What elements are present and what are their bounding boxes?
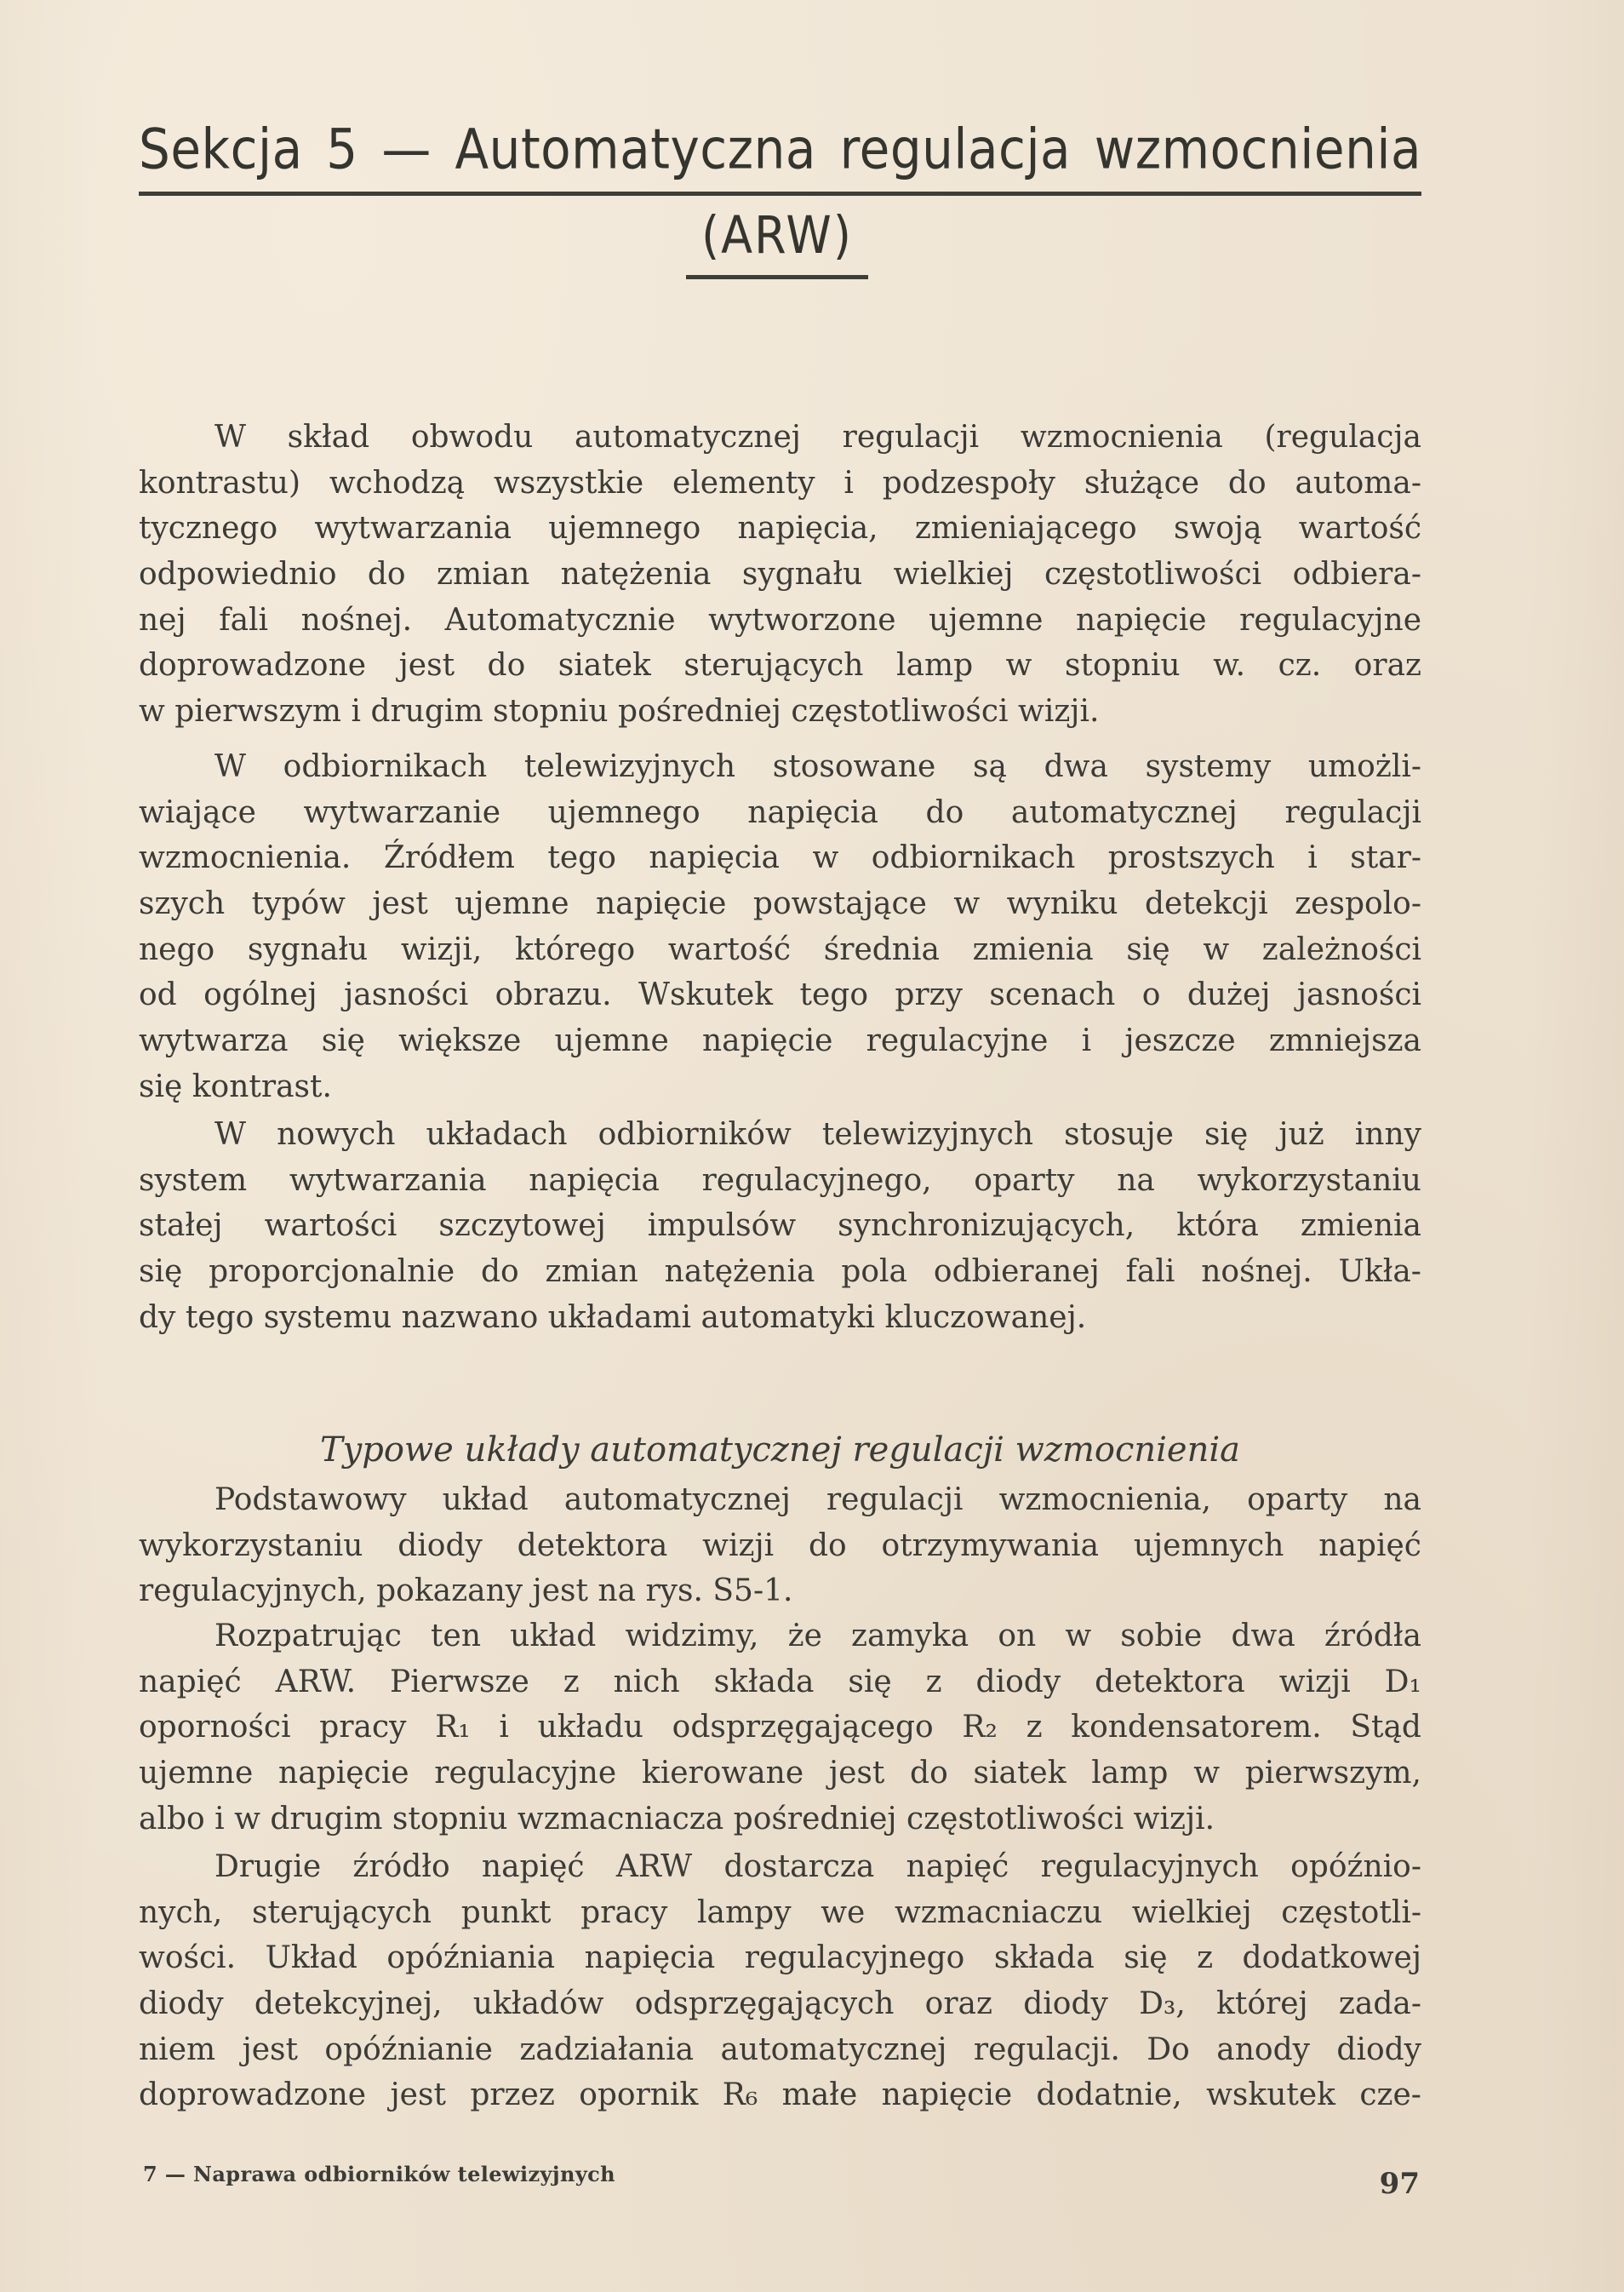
page-number: 97 xyxy=(1379,2167,1420,2201)
text-line xyxy=(139,598,1421,644)
text-line xyxy=(139,1705,1421,1751)
text-line xyxy=(139,1613,1421,1659)
text-line-content: system wytwarzania napięcia regulacyjnego, oparty na wykorzystaniu xyxy=(139,1162,1421,1198)
text-line xyxy=(139,643,1421,689)
text-line-content: odpowiednio do zmian natężenia sygnału wielkiej częstotliwości odbiera- xyxy=(139,557,1421,593)
text-line xyxy=(139,506,1421,552)
text-line xyxy=(139,1659,1421,1705)
text-line xyxy=(139,1018,1421,1064)
text-line-content: szych typów jest ujemne napięcie powstające w wyniku detekcji zespolo- xyxy=(139,886,1422,922)
section-title-text: Sekcja 5 — Automatyczna regulacja wzmocnienia xyxy=(139,116,1421,182)
text-line xyxy=(139,1568,1421,1614)
text-line-content: oporności pracy R₁ i układu odsprzęgającego R₂ z kondensatorem. Stąd xyxy=(139,1710,1421,1745)
paragraph-6 xyxy=(139,1844,1421,2118)
text-line-content: wytwarza się większe ujemne napięcie regulacyjne i jeszcze zmniejsza xyxy=(139,1023,1422,1059)
text-line-content: od ogólnej jasności obrazu. Wskutek tego przy scenach o dużej jasności xyxy=(139,977,1422,1013)
text-line xyxy=(139,552,1421,598)
text-line-content: się proporcjonalnie do zmian natężenia pola odbieranej fali nośnej. Ukła- xyxy=(139,1254,1421,1290)
text-line xyxy=(139,1523,1421,1569)
text-line xyxy=(139,972,1421,1018)
text-line-content: W odbiornikach telewizyjnych stosowane są dwa systemy umożli- xyxy=(214,749,1422,784)
paragraph-4 xyxy=(139,1477,1421,1614)
text-line xyxy=(139,1064,1421,1110)
text-line-content: doprowadzone jest przez opornik R₆ małe napięcie dodatnie, wskutek cze- xyxy=(139,2077,1421,2113)
paragraph-5 xyxy=(139,1613,1421,1842)
text-line-content: ujemne napięcie regulacyjne kierowane jest do siatek lamp w pierwszym, xyxy=(139,1756,1422,1791)
text-line-content: niem jest opóźnianie zadziałania automatycznej regulacji. Do anody diody xyxy=(139,2031,1422,2067)
text-line xyxy=(139,881,1421,927)
subsection-heading: Typowe układy automatycznej regulacji wzmocnienia xyxy=(319,1430,1241,1470)
text-line-content: W skład obwodu automatycznej regulacji wzmocnienia (regulacja xyxy=(214,420,1422,455)
text-line-content: nych, sterujących punkt pracy lampy we wzmacniaczu wielkiej częstotli- xyxy=(139,1894,1422,1930)
text-line-content: doprowadzone jest do siatek sterujących lamp w stopniu w. cz. oraz xyxy=(139,648,1421,684)
text-line-content: w pierwszym i drugim stopniu pośredniej częstotliwości wizji. xyxy=(139,694,1100,730)
text-line xyxy=(139,1796,1421,1842)
text-line-content: albo i w drugim stopniu wzmacniacza pośredniej częstotliwości wizji. xyxy=(139,1801,1215,1836)
text-line-content: diody detekcyjnej, układów odsprzęgających oraz diody D₃, której zada- xyxy=(139,1986,1422,2022)
paragraph-1 xyxy=(139,415,1421,735)
text-line xyxy=(139,689,1421,735)
text-line-content: nego sygnału wizji, którego wartość średnia zmienia się w zależności xyxy=(139,931,1422,967)
text-line xyxy=(139,835,1421,881)
text-line-content: wości. Układ opóźniania napięcia regulacyjnego składa się z dodatkowej xyxy=(139,1940,1422,1976)
text-line xyxy=(139,1751,1421,1796)
text-line-content: tycznego wytwarzania ujemnego napięcia, zmieniającego swoją wartość xyxy=(139,511,1422,547)
paragraph-2 xyxy=(139,744,1421,1110)
text-line-content: regulacyjnych, pokazany jest na rys. S5-1. xyxy=(139,1573,793,1609)
subtitle-rule-divider xyxy=(686,275,868,279)
text-line xyxy=(139,1203,1421,1249)
title-rule-divider xyxy=(139,192,1421,196)
text-line xyxy=(139,744,1421,790)
text-line xyxy=(139,461,1421,507)
text-line-content: nej fali nośnej. Automatycznie wytworzone ujemne napięcie regulacyjne xyxy=(139,602,1422,638)
text-line-content: Drugie źródło napięć ARW dostarcza napięć regulacyjnych opóźnio- xyxy=(214,1849,1422,1884)
text-line-content: wykorzystaniu diody detektora wizji do otrzymywania ujemnych napięć xyxy=(139,1527,1421,1563)
text-line-content: kontrastu) wchodzą wszystkie elementy i podzespoły służące do automa- xyxy=(139,465,1422,501)
text-line-content: Rozpatrując ten układ widzimy, że zamyka on w sobie dwa źródła xyxy=(214,1619,1421,1653)
paragraph-3 xyxy=(139,1112,1421,1340)
text-line xyxy=(139,790,1421,836)
text-line-content: wiające wytwarzanie ujemnego napięcia do automatycznej regulacji xyxy=(139,794,1422,830)
text-line-content: wzmocnienia. Źródłem tego napięcia w odbiornikach prostszych i star- xyxy=(139,840,1422,876)
section-title xyxy=(139,106,1421,192)
text-line xyxy=(139,1249,1421,1295)
text-line xyxy=(139,1112,1421,1158)
text-line xyxy=(139,1158,1421,1204)
text-line xyxy=(139,1890,1421,1936)
text-line-content: Podstawowy układ automatycznej regulacji wzmocnienia, oparty na xyxy=(214,1482,1422,1517)
text-line xyxy=(139,1295,1421,1341)
text-line xyxy=(139,1477,1421,1523)
text-line xyxy=(139,2072,1421,2118)
text-line-content: się kontrast. xyxy=(139,1069,332,1104)
text-line-content: napięć ARW. Pierwsze z nich składa się z diody detektora wizji D₁ xyxy=(139,1664,1421,1699)
text-line-content: dy tego systemu nazwano układami automatyki kluczowanej. xyxy=(139,1299,1087,1335)
text-line xyxy=(139,2027,1421,2073)
text-line xyxy=(139,1935,1421,1981)
text-line xyxy=(139,415,1421,461)
text-line-content: W nowych układach odbiorników telewizyjnych stosuje się już inny xyxy=(214,1117,1422,1152)
text-line xyxy=(139,1844,1421,1890)
text-line-content: stałej wartości szczytowej impulsów synchronizujących, która zmienia xyxy=(139,1208,1421,1244)
footer-book-reference: 7 — Naprawa odbiorników telewizyjnych xyxy=(143,2162,616,2186)
section-subtitle: (ARW) xyxy=(701,205,853,266)
text-line xyxy=(139,927,1421,973)
text-line xyxy=(139,1981,1421,2027)
